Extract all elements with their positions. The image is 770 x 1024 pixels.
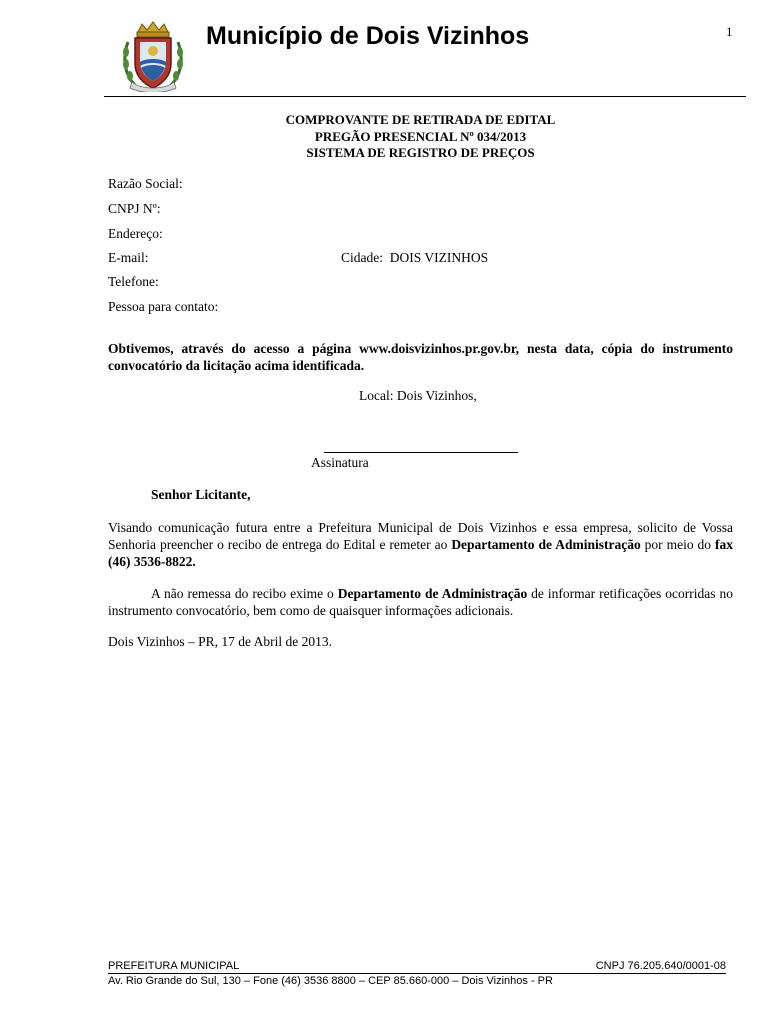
cidade-label: Cidade: [341,250,383,265]
footer-address: Av. Rio Grande do Sul, 130 – Fone (46) 3536 8800 – CEP 85.660-000 – Dois Vizinhos - PR [108,975,553,987]
paragraph-2 [108,585,733,619]
paragraph-2-bold-1: Departamento de Administração [337,586,528,601]
paragraph-1-text-2: por meio do [640,537,715,552]
telefone-label: Telefone: [108,274,159,289]
cidade-value: DOIS VIZINHOS [389,250,489,265]
paragraph-1-bold-2: fax (46) 3536-8822. [108,537,733,569]
paragraph-2-text-2: de informar retificações ocorridas no instrumento convocatório, bem como de quaisquer informações adicionais. [108,586,733,618]
paragraph-2-text-1: A não remessa do recibo exime o [151,586,338,601]
title-line-3: SISTEMA DE REGISTRO DE PREÇOS [306,145,535,160]
footer-top-line [108,960,726,974]
paragraph-1 [108,519,733,570]
title-line-2: PREGÃO PRESENCIAL Nº 034/2013 [314,128,527,144]
paragraph-1-text-1: Visando comunicação futura entre a Prefeitura Municipal de Dois Vizinhos e essa empresa, solicito de Vossa Senhoria preencher o recibo de entrega do Edital e remeter ao [108,520,733,552]
local-line: Local: Dois Vizinhos, [359,388,477,403]
date-line: Dois Vizinhos – PR, 17 de Abril de 2013. [108,634,332,649]
endereco-label: Endereço: [108,226,163,241]
page-number: 1 [726,24,733,39]
salutation: Senhor Licitante, [151,487,251,502]
paragraph-1-bold-1: Departamento de Administração [451,537,641,552]
statement-paragraph: Obtivemos, através do acesso a página www.doisvizinhos.pr.gov.br, nesta data, cópia do instrumento convocatório da licitação acima identificada. [108,341,733,373]
razao-social-label: Razão Social: [108,176,183,191]
signature-line [324,452,518,453]
contato-label: Pessoa para contato: [108,299,219,314]
cnpj-label: CNPJ Nº: [108,201,161,216]
municipal-coat-of-arms-icon [120,20,186,92]
page-title: Município de Dois Vizinhos [206,22,530,50]
title-line-1: COMPROVANTE DE RETIRADA DE EDITAL [285,112,556,127]
header-divider [104,96,746,97]
email-label: E-mail: [108,250,149,265]
signature-label: Assinatura [311,455,369,470]
footer-org: PREFEITURA MUNICIPAL [108,960,240,972]
footer-cnpj: CNPJ 76.205.640/0001-08 [595,960,726,972]
cidade-field [341,250,488,266]
document-title [108,112,733,162]
